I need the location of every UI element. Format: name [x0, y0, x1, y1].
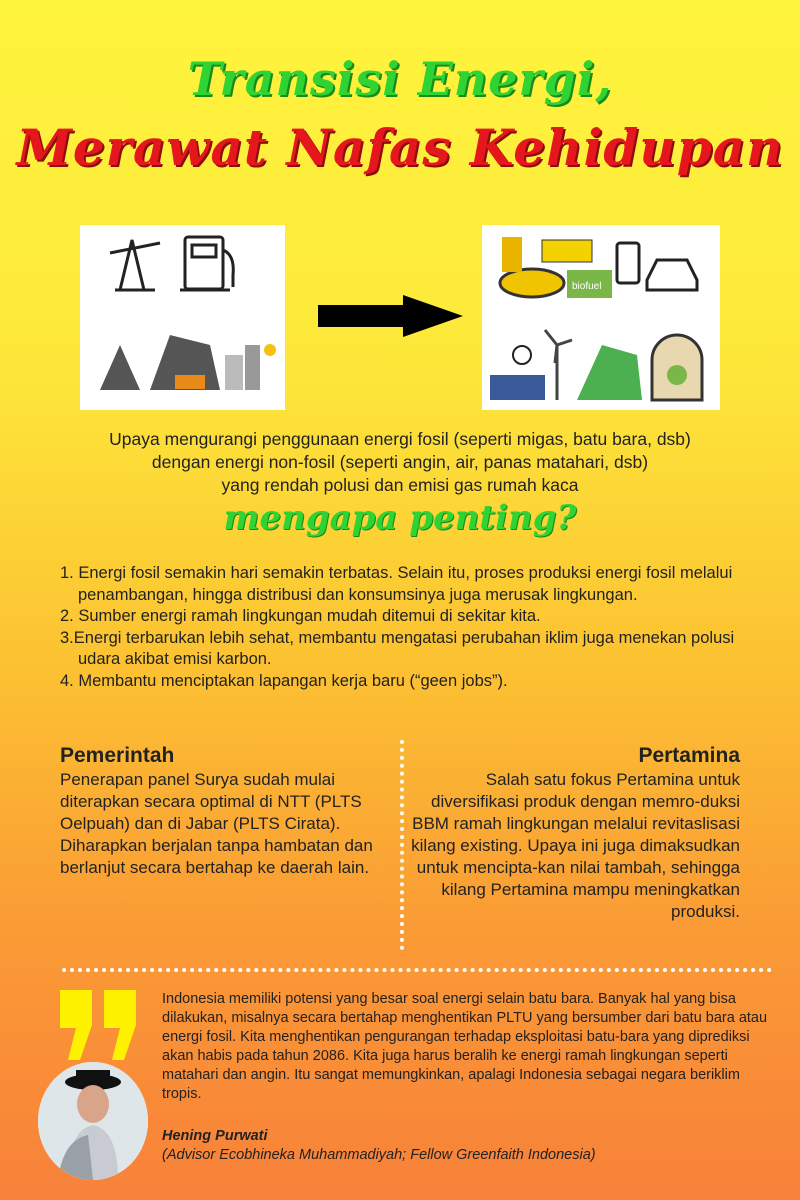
arrow-right-icon — [318, 295, 463, 337]
description — [0, 428, 800, 497]
author-affiliation: (Advisor Ecobhineka Muhammadiyah; Fellow Greenfaith Indonesia) — [162, 1147, 596, 1163]
list-item: 1. Energi fosil semakin hari semakin terbatas. Selain itu, proses produksi energi fosil melalui penambangan, hingga distribusi dan konsumsinya juga merusak lingkungan. — [60, 564, 733, 604]
reasons-list — [60, 563, 750, 692]
horizontal-divider — [62, 968, 772, 972]
description-line: yang rendah polusi dan emisi gas rumah kaca — [221, 475, 579, 495]
pemerintah-section — [60, 745, 405, 879]
title-line-1: Transisi Energi, — [187, 52, 613, 106]
pertamina-heading: Pertamina — [638, 744, 740, 767]
quote-text: Indonesia memiliki potensi yang besar soal energi selain batu bara. Banyak hal yang bisa dilakukan, misalnya secara bertahap menghentikan PLTU yang bersumber dari batu bara atau energi fosil. Kita menghentikan pengurangan terhadap eksploitasi batu-bara yang diprediksi akan habis pada tahun 2086. Kita juga harus beralih ke energi ramah lingkungan seperti matahari dan angin. Itu sangat memungkinkan, apalagi Indonesia sebagai negara beriklim tropis. — [162, 991, 768, 1102]
quote-author — [162, 1127, 596, 1165]
list-item: 3.Energi terbarukan lebih sehat, membantu mengatasi perubahan iklim juga menekan polusi udara akibat emisi karbon. — [60, 628, 735, 668]
biofuel-label: biofuel — [572, 281, 602, 292]
fossil-energy-image — [80, 225, 285, 410]
renewable-icons — [482, 225, 720, 410]
list-item: 2. Sumber energi ramah lingkungan mudah ditemui di sekitar kita. — [60, 607, 541, 625]
description-line: Upaya mengurangi penggunaan energi fosil (seperti migas, batu bara, dsb) — [109, 429, 691, 449]
renewable-energy-image — [482, 225, 720, 410]
quote-mark-icon — [60, 990, 140, 1060]
pemerintah-heading: Pemerintah — [60, 744, 175, 767]
author-avatar — [38, 1062, 148, 1180]
pertamina-section — [395, 745, 740, 923]
person-photo-icon — [38, 1062, 148, 1180]
description-line: dengan energi non-fosil (seperti angin, air, panas matahari, dsb) — [151, 452, 649, 472]
author-name: Hening Purwati — [162, 1128, 268, 1144]
pemerintah-text: Penerapan panel Surya sudah mulai diterapkan secara optimal di NTT (PLTS Oelpuah) dan di Jabar (PLTS Cirata). Diharapkan berjalan tanpa hambatan dan berlanjut secara bertahap ke daerah lain. — [60, 770, 373, 877]
pertamina-text: Salah satu fokus Pertamina untuk diversifikasi produk dengan memro-duksi BBM ramah lingkungan melalui revitaslisasi kilang existing. Upaya ini juga dimaksudkan untuk mencipta-kan nilai tambah, sehingga kilang Pertamina mampu meningkatkan produksi. — [411, 770, 740, 921]
oil-pump-icon — [80, 225, 285, 410]
title-line-2: Merawat Nafas Kehidupan — [16, 118, 784, 177]
why-heading: mengapa penting? — [223, 498, 577, 538]
list-item: 4. Membantu menciptakan lapangan kerja baru (“geen jobs”). — [60, 671, 508, 690]
